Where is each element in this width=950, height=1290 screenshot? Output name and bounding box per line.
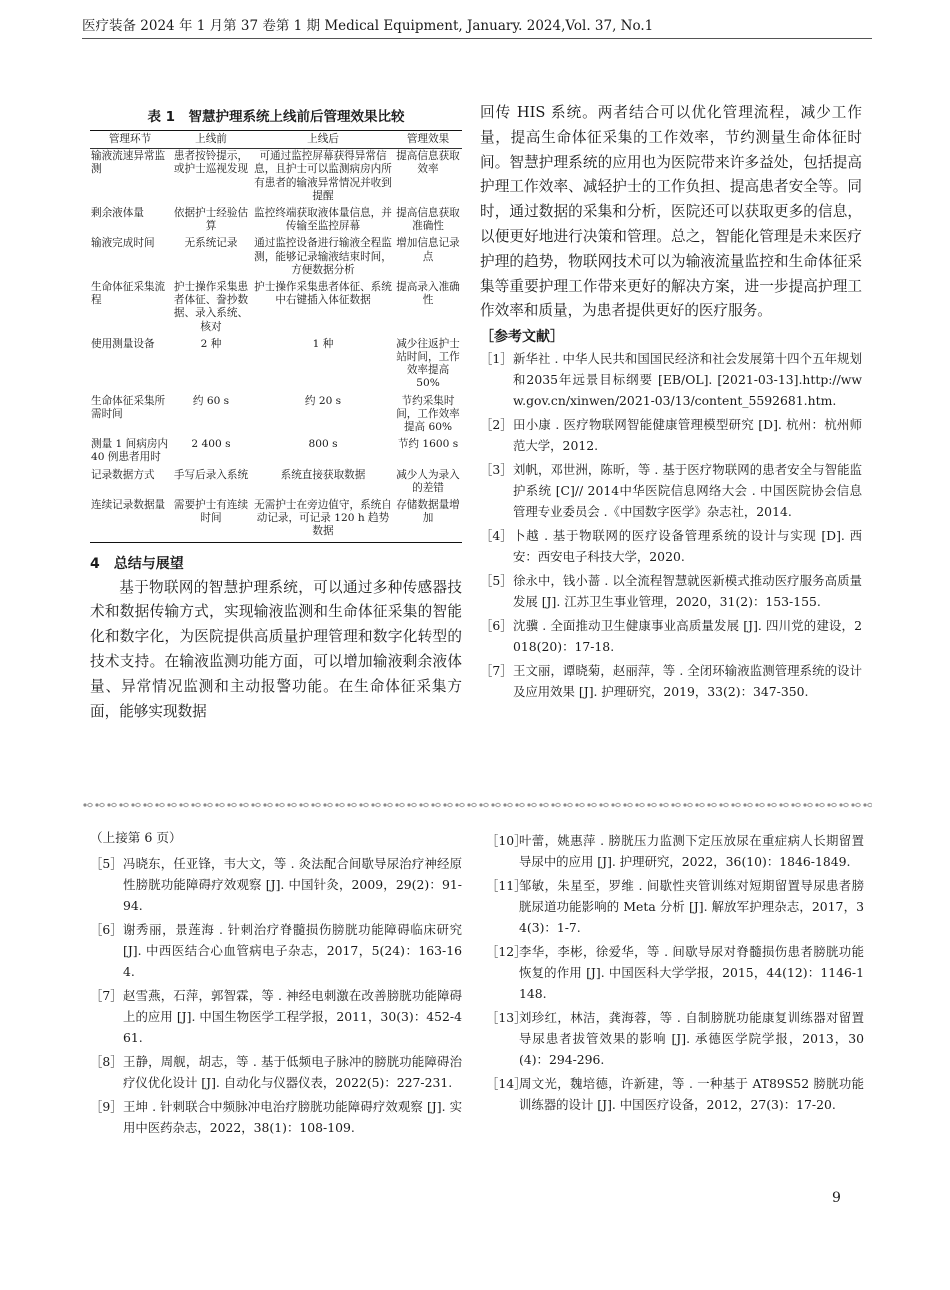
- reference-item: [480, 570, 862, 612]
- reference-item: [486, 1007, 864, 1070]
- reference-number: ［5］: [480, 573, 513, 589]
- continued-paragraph: 回传 HIS 系统。两者结合可以优化管理流程，减少工作量，提高生命体征采集的工作效率，节约测量生命体征时间。智慧护理系统的应用也为医院带来许多益处，包括提高护理工作效率、减轻护士的工作负担、提高患者安全等。同时，通过数据的采集和分析，医院还可以获取更多的信息，以便更好地进行决策和管理。总之，智能化管理是未来医疗护理的趋势，物联网技术可以为输液流量监控和生命体征采集等重要护理工作带来更好的解决方案，进一步提高护理工作效率和质量，为患者提供更好的医疗服务。: [480, 104, 862, 320]
- table-cell: 2 种: [200, 337, 222, 350]
- table-header-row: [90, 131, 462, 149]
- comparison-table: [90, 130, 462, 543]
- reference-item: [90, 853, 462, 916]
- table-cell: 提高信息获取效率: [396, 150, 460, 176]
- reference-text: 田小康 . 医疗物联网智能健康管理模型研究 [D]. 杭州：杭州师范大学，2012.: [513, 417, 862, 454]
- reference-number: ［5］: [90, 856, 123, 871]
- table-cell: 通过监控设备进行输液全程监测，能够记录输液结束时间，方便数据分析: [254, 237, 392, 276]
- table-cell: 剩余液体量: [91, 207, 144, 220]
- table-cell: 约 60 s: [192, 394, 230, 407]
- left-column: [90, 103, 462, 724]
- table-row: [90, 468, 462, 498]
- section-paragraph: 基于物联网的智慧护理系统，可以通过多种传感器技术和数据传输方式，实现输液监测和生命体征采集的智能化和数字化，为医院提供高质量护理管理和数字化转型的技术支持。在输液监测功能方面，可以增加输液剩余液体量、异常情况监测和主动报警功能。在生命体征采集方面，能够实现数据: [90, 578, 462, 720]
- page-number: 9: [832, 1190, 841, 1206]
- table-cell: 减少往返护士站时间，工作效率提高 50%: [396, 337, 460, 390]
- reference-text: 谢秀丽，景莲海 . 针刺治疗脊髓损伤膀胱功能障碍临床研究 [J]. 中西医结合心血管病电子杂志，2017，5(24)：163-164.: [123, 922, 462, 979]
- table-row: [90, 337, 462, 394]
- table-cell: 节约 1600 s: [397, 438, 459, 451]
- reference-number: ［7］: [480, 663, 513, 679]
- right-column: [480, 103, 862, 705]
- continued-note: （上接第 6 页）: [90, 830, 182, 845]
- continued-refs-left: [90, 828, 462, 1141]
- table-cell: 无需护士在旁边值守，系统自动记录，可记录 120 h 趋势数据: [254, 499, 392, 538]
- journal-header: 医疗装备 2024 年 1 月第 37 卷第 1 期 Medical Equipment, January. 2024,Vol. 37, No.1: [82, 18, 654, 34]
- table-row: [90, 437, 462, 467]
- table-cell: 存储数据量增加: [396, 499, 460, 525]
- reference-number: ［7］: [90, 988, 123, 1003]
- table-cell: 依据护士经验估算: [173, 207, 249, 233]
- column-header: 管理环节: [90, 131, 170, 149]
- reference-number: ［8］: [90, 1054, 123, 1069]
- reference-number: ［10］: [486, 833, 527, 848]
- table-cell: 连续记录数据量: [91, 499, 166, 512]
- reference-number: ［12］: [486, 944, 527, 959]
- reference-item: [480, 414, 862, 456]
- table-cell: 护士操作采集患者体征、系统中右键插入体征数据: [254, 281, 392, 307]
- column-header: 上线前: [170, 131, 252, 149]
- table-cell: 护士操作采集患者体征、誊抄数据、录入系统、核对: [173, 281, 249, 333]
- reference-number: ［11］: [486, 878, 527, 893]
- table-cell: 监控终端获取液体量信息，并传输至监控屏幕: [254, 207, 392, 233]
- reference-list: [480, 348, 862, 702]
- reference-number: ［6］: [480, 618, 513, 634]
- table-cell: 生命体征采集所需时间: [91, 394, 166, 420]
- table-row: [90, 498, 462, 542]
- table-cell: 生命体征采集流程: [91, 281, 166, 307]
- table-row: [90, 236, 462, 280]
- reference-item: [480, 525, 862, 567]
- reference-text: 王坤 . 针刺联合中频脉冲电治疗膀胱功能障碍疗效观察 [J]. 实用中医药杂志，2022，38(1)：108-109.: [123, 1099, 462, 1135]
- table-row: [90, 206, 462, 236]
- reference-text: 冯晓东，任亚锋，韦大文，等 . 灸法配合间歇导尿治疗神经原性膀胱功能障碍疗效观察 [J]. 中国针灸，2009，29(2)：91-94.: [123, 856, 462, 913]
- reference-number: ［1］: [480, 351, 513, 367]
- table-cell: 使用测量设备: [91, 337, 155, 350]
- reference-text: 王静，周舰，胡志，等 . 基于低频电子脉冲的膀胱功能障碍治疗仪优化设计 [J]. 自动化与仪器仪表，2022(5)：227-231.: [123, 1054, 462, 1090]
- table-row: [90, 149, 462, 206]
- reference-number: ［6］: [90, 922, 123, 937]
- reference-number: ［9］: [90, 1099, 123, 1114]
- table-cell: 提高录入准确性: [396, 281, 460, 307]
- table-cell: 输液完成时间: [91, 237, 155, 250]
- table-cell: 患者按铃提示，或护士巡视发现: [173, 150, 249, 176]
- ornament-border: [82, 800, 872, 810]
- reference-text: 卜越 . 基于物联网的医疗设备管理系统的设计与实现 [D]. 西安：西安电子科技大学，2020.: [513, 528, 862, 565]
- reference-item: [90, 1096, 462, 1138]
- references-heading: ［参考文献］: [480, 329, 564, 346]
- table-title: 表 1 智慧护理系统上线前后管理效果比较: [147, 109, 405, 125]
- table-cell: 约 20 s: [304, 394, 342, 407]
- reference-number: ［3］: [480, 462, 513, 478]
- reference-item: [90, 1051, 462, 1093]
- table-cell: 增加信息记录点: [396, 237, 460, 263]
- table-cell: 输液流速异常监测: [91, 150, 166, 176]
- table-cell: 800 s: [308, 438, 338, 451]
- table-cell: 1 种: [312, 337, 334, 350]
- reference-item: [480, 348, 862, 411]
- reference-number: ［4］: [480, 528, 513, 544]
- reference-text: 叶蕾，姚惠萍 . 膀胱压力监测下定压放尿在重症病人长期留置导尿中的应用 [J]. 护理研究，2022，36(10)：1846-1849.: [519, 833, 864, 869]
- reference-item: [486, 941, 864, 1004]
- column-header: 管理效果: [394, 131, 462, 149]
- reference-text: 刘珍红，林洁，龚海蓉，等 . 自制膀胱功能康复训练器对留置导尿患者拔管效果的影响 [J]. 承德医学院学报，2013，30(4)：294-296.: [519, 1010, 864, 1067]
- table-cell: 减少人为录入的差错: [396, 468, 460, 494]
- decorative-divider: [82, 800, 872, 810]
- column-header: 上线后: [252, 131, 394, 149]
- reference-number: ［2］: [480, 417, 513, 433]
- reference-text: 王文丽，谭晓菊，赵丽萍，等 . 全闭环输液监测管理系统的设计及应用效果 [J]. 护理研究，2019，33(2)：347-350.: [513, 663, 862, 700]
- continued-refs-right: [486, 830, 864, 1118]
- header-rule: [82, 38, 872, 39]
- reference-text: 邹敏，朱星至，罗维 . 间歇性夹管训练对短期留置导尿患者膀胱尿道功能影响的 Meta 分析 [J]. 解放军护理杂志，2017，34(3)：1-7.: [519, 878, 864, 935]
- table-cell: 2 400 s: [191, 438, 231, 451]
- section-title: 4 总结与展望: [90, 555, 184, 572]
- table-cell: 节约采集时间，工作效率提高 60%: [396, 394, 460, 434]
- table-cell: 提高信息获取准确性: [396, 207, 460, 233]
- reference-text: 周文光，魏培德，许新建，等 . 一种基于 AT89S52 膀胱功能训练器的设计 [J]. 中国医疗设备，2012，27(3)：17-20.: [519, 1076, 864, 1112]
- reference-item: [486, 875, 864, 938]
- reference-item: [90, 919, 462, 982]
- table-row: [90, 280, 462, 337]
- table-row: [90, 394, 462, 438]
- reference-text: 新华社 . 中华人民共和国国民经济和社会发展第十四个五年规划和2035年远景目标纲要 [EB/OL]. [2021-03-13].http://www.gov.cn/xinwen/2021-03/13/content_5592681.htm.: [513, 351, 862, 409]
- table-cell: 记录数据方式: [91, 468, 155, 481]
- reference-item: [480, 615, 862, 657]
- reference-item: [90, 985, 462, 1048]
- table-cell: 手写后录入系统: [173, 468, 249, 481]
- reference-text: 李华，李彬，徐爱华，等 . 间歇导尿对脊髓损伤患者膀胱功能恢复的作用 [J]. 中国医科大学学报，2015，44(12)：1146-1148.: [519, 944, 864, 1001]
- table-cell: 测量 1 间病房内 40 例患者用时: [91, 438, 169, 464]
- reference-item: [486, 830, 864, 872]
- reference-text: 徐永中，钱小蔷 . 以全流程智慧就医新模式推动医疗服务高质量发展 [J]. 江苏卫生事业管理，2020，31(2)：153-155.: [513, 573, 862, 610]
- reference-text: 沈骥 . 全面推动卫生健康事业高质量发展 [J]. 四川党的建设，2018(20)：17-18.: [513, 618, 862, 655]
- reference-number: ［14］: [486, 1076, 527, 1091]
- reference-text: 赵雪燕，石萍，郭智霖，等 . 神经电刺激在改善膀胱功能障碍上的应用 [J]. 中国生物医学工程学报，2011，30(3)：452-461.: [123, 988, 462, 1045]
- reference-text: 刘帆，邓世洲，陈昕，等 . 基于医疗物联网的患者安全与智能监护系统 [C]// 2014中华医院信息网络大会 . 中国医院协会信息管理专业委员会 .《中国数字医学》杂志社，2014.: [513, 462, 862, 520]
- reference-item: [480, 660, 862, 702]
- reference-item: [480, 459, 862, 522]
- table-cell: 可通过监控屏幕获得异常信息，且护士可以监测病房内所有患者的输液异常情况并收到提醒: [254, 150, 392, 202]
- table-cell: 需要护士有连续时间: [173, 499, 249, 525]
- reference-item: [486, 1073, 864, 1115]
- reference-number: ［13］: [486, 1010, 527, 1025]
- table-cell: 无系统记录: [184, 237, 238, 250]
- table-cell: 系统直接获取数据: [280, 468, 366, 481]
